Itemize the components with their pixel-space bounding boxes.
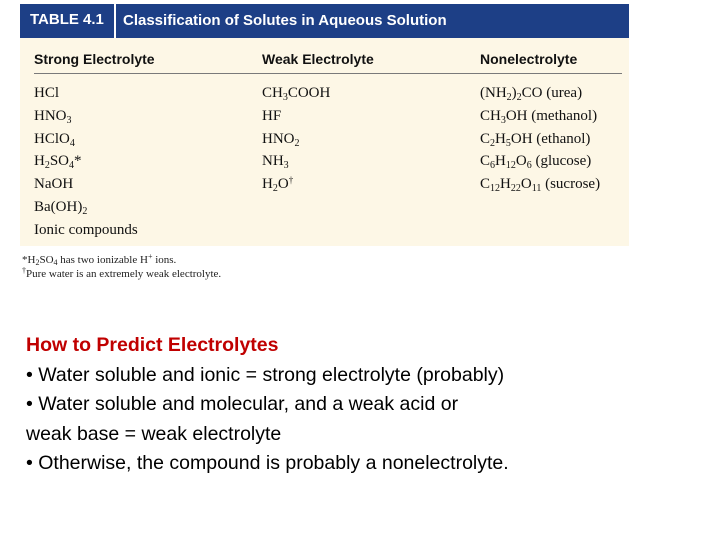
table-label: TABLE 4.1 (30, 11, 104, 28)
list-item: $C_{12}H_{22}O_{11}$ (sucrose) (480, 176, 601, 195)
weak-electrolyte-list (262, 82, 330, 196)
list-item: $H_2SO_4*$ (34, 153, 82, 172)
list-item: $Ba(OH)_2$ (34, 198, 88, 217)
list-item: $HNO_2$ (262, 130, 300, 149)
table-title-bar (20, 4, 629, 38)
notes-line: weak base = weak electrolyte (26, 422, 282, 445)
header-weak-electrolyte: Weak Electrolyte (262, 51, 374, 67)
list-item: HClO$_4$ (34, 130, 75, 149)
list-item: HCl (34, 85, 60, 101)
notes-line: • Water soluble and ionic = strong electrolyte (probably) (26, 363, 505, 386)
list-item: $C_2H_5OH$ (ethanol) (480, 130, 591, 149)
list-item: NaOH (34, 176, 74, 193)
title-divider (114, 4, 116, 38)
header-divider (34, 73, 622, 74)
list-item: $H_2O^\dagger$ (262, 175, 294, 195)
footnote: $*H_2SO_4$ has two ionizable H+ ions. (22, 252, 177, 267)
header-nonelectrolyte: Nonelectrolyte (480, 51, 578, 67)
electrolyte-table (20, 4, 629, 246)
list-item: $HNO_3$ (34, 107, 72, 126)
list-item: $C_6H_{12}O_6$ (glucose) (480, 153, 592, 172)
notes-heading: How to Predict Electrolytes (26, 334, 279, 356)
prediction-notes (26, 331, 706, 479)
list-item: Ionic compounds (34, 221, 138, 238)
list-item: $(NH_2)_2CO$ (urea) (480, 85, 583, 103)
notes-line: • Otherwise, the compound is probably a nonelectrolyte. (26, 452, 509, 474)
list-item: $CH_3COOH$ (262, 85, 331, 103)
list-item: $CH_3OH$ (methanol) (480, 107, 598, 126)
notes-line: • Water soluble and molecular, and a weak acid or (26, 393, 459, 415)
nonelectrolyte-list (480, 82, 600, 196)
footnote: †Pure water is an extremely weak electrolyte. (22, 266, 222, 280)
table-footnotes (22, 253, 221, 281)
header-strong-electrolyte: Strong Electrolyte (34, 51, 155, 67)
list-item: HF (262, 107, 282, 124)
list-item: $NH_3$ (262, 153, 289, 172)
table-title: Classification of Solutes in Aqueous Solution (123, 12, 447, 29)
strong-electrolyte-list (34, 82, 138, 242)
